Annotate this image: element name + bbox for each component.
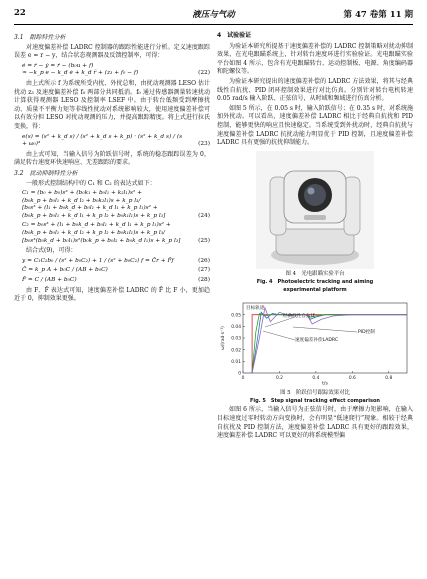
equation-28	[14, 277, 210, 285]
x-tick-label: 0.4	[312, 375, 320, 381]
turntable-illustration	[256, 151, 374, 269]
equation-line: C₂ = b₀s³ + (l₁ + b₀k_d + b₀l₁ + k_d l₁ + k_p l₁)s² +	[22, 222, 171, 229]
legend-label-2: 经典线性自抗扰	[283, 313, 316, 319]
fig5-caption-en: Fig. 5 Step signal tracking effect comparison	[250, 398, 380, 405]
paragraph: 如图 5 所示，在 0.05 s 时，输入阶跃信号；在 0.35 s 时，对系统施加外扰动。可以看出，速度偏差补偿 LADRC 相比于经典自抗扰和 PID 控制，能够更快的响应且快速稳定。当系统受到外扰动时，经典自抗扰与速度偏差补偿 LADRC 抗扰动能力明显优于 PID 控制，且速度偏差补偿 LADRC 具有更强的抗扰抑制能力。	[217, 104, 413, 147]
y-tick-label: 0.02	[231, 347, 241, 353]
equation-27	[14, 267, 210, 275]
equation-24	[14, 190, 210, 220]
x-tick-label: 0.6	[348, 375, 356, 381]
equation-22	[14, 63, 210, 78]
equation-line: (b₀k_p + b₀l₁ + k_d l₁ + k_p l₂ + b₀k₁l₁)s + k_p l₃]	[22, 212, 166, 219]
journal-title: 液压与气动	[192, 10, 235, 20]
y-tick-label: 0.01	[231, 359, 241, 365]
x-axis-label: t/s	[322, 381, 328, 385]
equation-line: (b₀k_p + b₀l₁ + k_d l₂ + b₀k₂l₁)s + k_p l₃/	[22, 197, 141, 204]
equation-line: ≈ −k_p e − k_d ė + k_d r̈ + (z₃ + f₀ − f)	[22, 70, 139, 77]
x-tick-label: 0.8	[385, 375, 393, 381]
section-3-2-heading: 3.2 扰动抑制特性分析	[14, 169, 78, 177]
fig4-caption-en: Fig. 4 Photoelectric tracking and aiming	[256, 278, 374, 285]
equation-line: [b₀s³(b₀k_d + b₀l₁)s²(b₀k_p + b₀l₂ + b₀k_d l₁)s + k_p l₃]	[22, 237, 181, 244]
paragraph: 为验证本研究提出的速度偏差补偿的 LADRC 方法效果，将其与经典线性自抗扰、PID 闭环控制效果进行对比仿真。分别针对转台电机转速 0.05 rad/s 输入阶跃、正弦信号，从时域和频域进行仿真分析。	[217, 77, 413, 103]
equation-25	[14, 222, 210, 245]
x-tick-label: 0	[241, 375, 245, 381]
y-tick-label: 0	[238, 371, 241, 377]
y-tick-label: 0.03	[231, 336, 241, 342]
right-column	[217, 32, 413, 442]
turntable-photo	[256, 151, 374, 269]
paragraph: 结合式(9)，可得：	[26, 247, 77, 255]
equation-line: ė = ṙ − ẏ = ṙ − (b₀u + f)	[22, 62, 94, 69]
paragraph: 由 F、F̄ 表达式可知，速度偏差补偿 LADRC 的 F̄ 比 F 小，更加趋近于 0，抑制效果更强。	[14, 286, 210, 303]
equation-line: (b₀k_p + b₀l₁ + k_d l₂ + k_p l₂ + b₀k₁l₁)s + k_p l₃/	[22, 230, 166, 237]
paragraph: 如图 6 所示，当输入信号为正弦信号时，由于摩擦力矩影响，在输入目标速度过零时转动方向变换时，会有明显“低速爬行”现象。相较于经典自抗扰及 PID 控制方法，速度偏差补偿 LADRC 具有更好的跟踪效果，速度偏差补偿 LADRC 可以更好的将系统模型偏	[217, 406, 413, 440]
y-axis-label: ω/(rad·s⁻¹)	[221, 325, 226, 350]
equation-number: (24)	[198, 212, 210, 219]
equation-line: C̄ = k_p A + b₀C / (AB + b₀C)	[22, 267, 108, 274]
fig4-caption-en-2: experimental platform	[283, 286, 347, 293]
step-response-chart	[217, 297, 413, 385]
section-3-1-heading: 3.1 跟踪特性分析	[14, 34, 66, 41]
equation-26	[14, 258, 210, 266]
fig5-caption-cn: 图 5 阶跃信号跟踪效果对比	[280, 390, 350, 397]
equation-line: C₁ = (b₀ + b₀)s³ + (b₀k₁ + b₀l₁ + k₂l₁)s² +	[22, 190, 142, 197]
page-header	[14, 8, 413, 22]
equation-line: y = C₁C₂b₀ / (s² + b₀C₂) + 1 / (s² + b₀C₂) f = C̄r + F̄f	[22, 257, 174, 264]
issue-info: 第 47 卷第 11 期	[343, 10, 413, 20]
equation-number: (27)	[198, 267, 210, 274]
x-tick-label: 0.2	[275, 375, 283, 381]
fig4-caption-cn: 图 4 光电跟瞄实验平台	[285, 270, 345, 277]
equation-line: F̄ = C / (AB + b₀C)	[22, 277, 77, 284]
y-tick-label: 0.05	[231, 312, 241, 318]
left-column	[14, 32, 210, 305]
header-rule	[14, 24, 413, 25]
equation-line: [b₀s³ + (l₁ + b₀k_d + b₀l₁ + k_d l₁ + k_p l₁)s² +	[22, 205, 158, 212]
y-tick-label: 0.04	[231, 324, 241, 330]
equation-number: (23)	[198, 141, 210, 148]
paragraph: 由上式可知，当输入信号为阶跃信号时，系统的稳态跟踪误差为 0，满足转台速度环快速响应、无差跟踪的要求。	[14, 150, 210, 167]
legend-label-3: 速度偏差补偿LADRC	[295, 337, 339, 343]
equation-line: e(s) = (s² + k_d s) / (s² + k_d s + k_p) · (s² + k_d s) / (s + ω₀)³	[22, 133, 183, 148]
legend-label-4: PID控制	[358, 329, 375, 335]
paragraph: 由上式所示 f 为系统所受内扰、外扰总和，由扰动观测器 LESO 估计扰动 z₃ 及速度偏差补偿 f₀ 两部分共同抵消。f₀ 通过传感器测量转速扰动计算获得观测器 LESO 及控制率 LSEF 中。由于转台低频受到摩擦扰动、质量不平衡力矩等非线性扰动对系统影响较大，使用速度偏差补偿可以有效分担 LESO 对扰动观测的压力，并提高跟踪精度。将上式进行拉氏变换，得：	[14, 79, 210, 130]
paragraph: 为验证本研究所提基于速度偏差补偿的 LADRC 控制策略对扰动抑制效果，在光电跟瞄系统上，针对转台速度环进行实验验证。光电跟瞄实验平台如图 4 所示，包含有光电跟瞄转台、运动控制板、电源、角度编码器和陀螺仪等。	[217, 42, 413, 76]
legend-label-1: 目标轨迹	[246, 305, 265, 311]
equation-23	[14, 134, 210, 149]
equation-number: (22)	[198, 70, 210, 77]
paragraph: 一般形式控制结构中的 C₁ 和 C₂ 的表达式如下：	[26, 179, 156, 187]
equation-number: (25)	[198, 237, 210, 244]
equation-number: (28)	[198, 277, 210, 284]
section-4-heading: 4 试验验证	[217, 32, 252, 39]
paragraph: 对速度偏差补偿 LADRC 控制器的跟踪性能进行分析。定义速度跟踪误差 e = r − y，结合状态观测器及反馈控制率，可得：	[14, 43, 210, 60]
page-number: 22	[14, 8, 26, 18]
equation-number: (26)	[198, 257, 210, 264]
